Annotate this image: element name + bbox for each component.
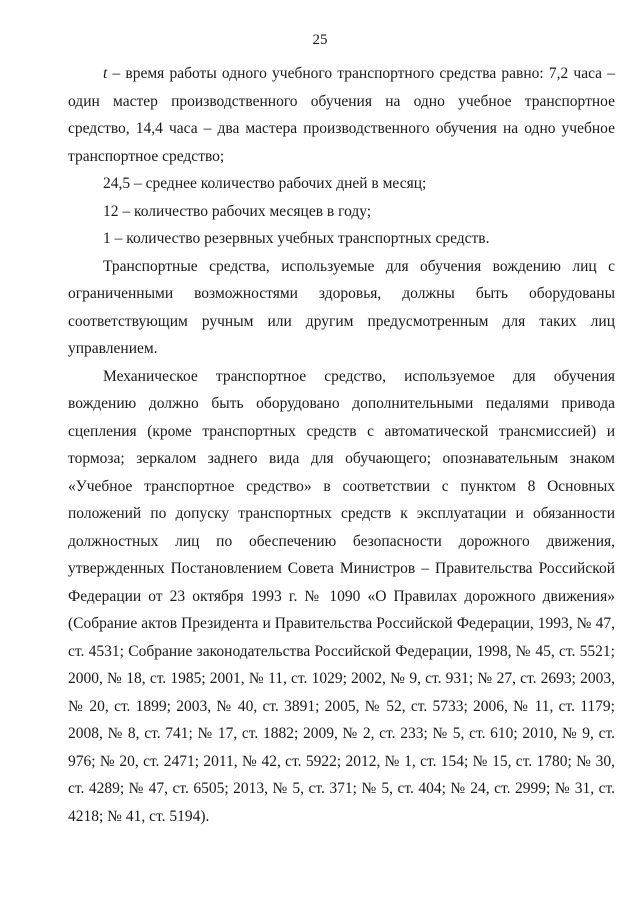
variable-t: t — [103, 65, 108, 82]
paragraph-vehicle-equipment: Механическое транспортное средство, используемое для обучения вождению должно быть оборудовано дополнительными педалями привода сцепления (кроме транспортных средств с автоматической трансмиссией) и тормоза; зеркалом заднего вида для обучающего; опознавательным знаком «Учебное транспортное средство» в соответствии с пунктом 8 Основных положений по допуску транспортных средств к эксплуатации и обязанности должностных лиц по обеспечению безопасности дорожного движения, утвержденных Постановлением Совета Министров – Правительства Российской Федерации от 23 октября 1993 г. № 1090 «О Правилах дорожного движения» (Собрание актов Президента и Правительства Российской Федерации, 1993, № 47, ст. 4531; Собрание законодательства Российской Федерации, 1998, № 45, ст. 5521; 2000, № 18, ст. 1985; 2001, № 11, ст. 1029; 2002, № 9, ст. 931; № 27, ст. 2693; 2003, № 20, ст. 1899; 2003, № 40, ст. 3891; 2005, № 52, ст. 5733; 2006, № 11, ст. 1179; 2008, № 8, ст. 741; № 17, ст. 1882; 2009, № 2, ст. 233; № 5, ст. 610; 2010, № 9, ст. 976; № 20, ст. 2471; 2011, № 42, ст. 5922; 2012, № 1, ст. 154; № 15, ст. 1780; № 30, ст. 4289; № 47, ст. 6505; 2013, № 5, ст. 371; № 5, ст. 404; № 24, ст. 2999; № 31, ст. 4218; № 41, ст. 5194). — [68, 367, 615, 825]
paragraph-time-definition — [68, 60, 615, 170]
paragraph-reserve-vehicles: 1 – количество резервных учебных транспортных средств. — [103, 230, 490, 247]
paragraph-working-days: 24,5 – среднее количество рабочих дней в месяц; — [103, 175, 427, 192]
page-number: 25 — [312, 32, 328, 48]
paragraph-working-months: 12 – количество рабочих месяцев в году; — [103, 202, 372, 220]
paragraph-time-definition-text: – время работы одного учебного транспортного средства равно: 7,2 часа – один мастер производственного обучения на одно учебное транспортное средство, 14,4 часа – два мастера производственного обучения на одно учебное транспортное средство; — [68, 65, 615, 165]
document-body — [68, 60, 615, 830]
paragraph-disabled-drivers: Транспортные средства, используемые для обучения вождению лиц с ограниченными возможностями здоровья, должны быть оборудованы соответствующим ручным или другим предусмотренным для таких лиц управлением. — [68, 257, 615, 357]
